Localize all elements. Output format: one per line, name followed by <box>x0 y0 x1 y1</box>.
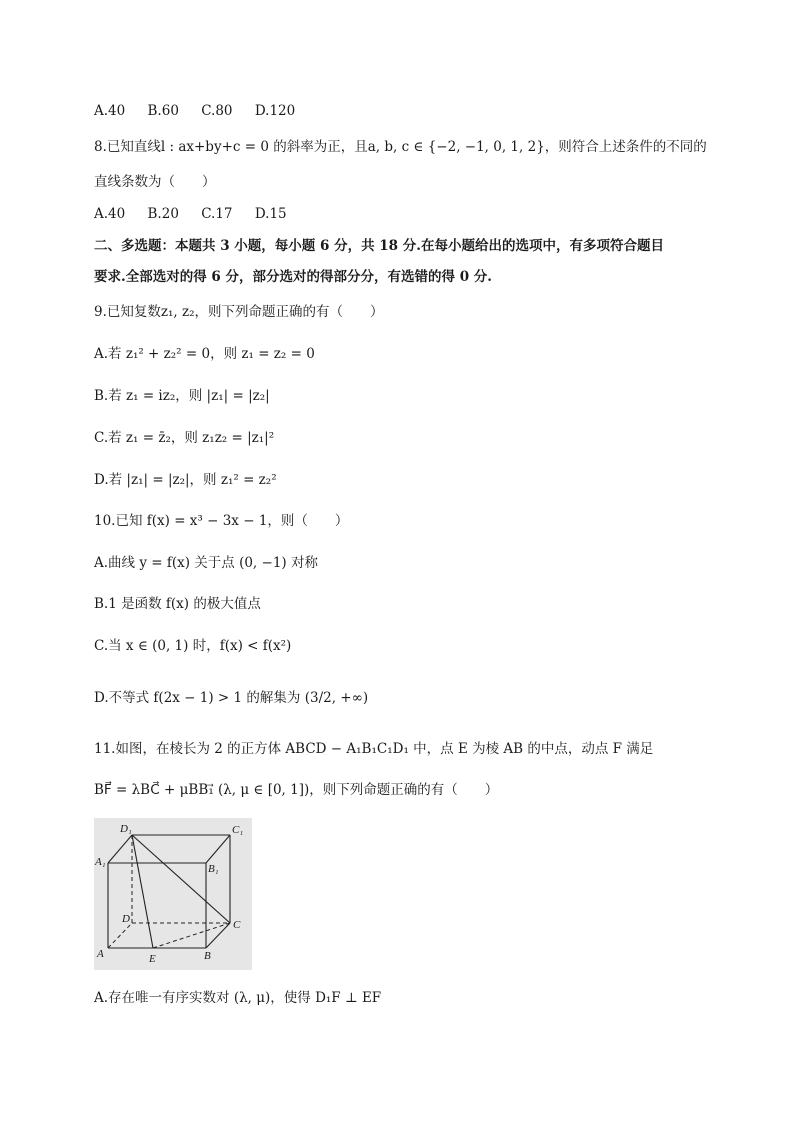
label-d: D <box>122 913 130 925</box>
label-b: B <box>204 950 211 962</box>
section2-instructions-line1: 二、多选题：本题共 3 小题，每小题 6 分，共 18 分.在每小题给出的选项中，有多项符合题目 <box>94 238 664 254</box>
q8-option-b: B.20 <box>147 206 179 222</box>
q7-option-a: A.40 <box>94 103 126 119</box>
label-c: C <box>233 919 241 931</box>
q8-option-d: D.15 <box>254 206 287 222</box>
q10-stem: 10.已知 f(x) = x³ − 3x − 1，则（ ） <box>94 513 349 529</box>
q8-options <box>94 204 305 224</box>
q11-stem-line1: 11.如图，在棱长为 2 的正方体 ABCD − A₁B₁C₁D₁ 中，点 E 为棱 AB 的中点，动点 F 满足 <box>94 741 654 757</box>
section2-instructions-line2: 要求.全部选对的得 6 分，部分选对的得部分分，有选错的得 0 分. <box>94 269 492 285</box>
q10-option-d: D.不等式 f(2x − 1) > 1 的解集为 (3/2, +∞) <box>94 690 369 706</box>
segment-d1e <box>132 835 153 948</box>
cube-diagram <box>94 818 252 970</box>
label-a: A <box>97 948 104 960</box>
q11-option-a: A.存在唯一有序实数对 (λ, μ)，使得 D₁F ⊥ EF <box>94 990 382 1006</box>
q8-stem-line2: 直线条数为（ ） <box>94 174 216 190</box>
label-a1: A₁ <box>95 856 106 868</box>
label-b1: B₁ <box>208 863 219 875</box>
q9-option-a: A.若 z₁² + z₂² = 0，则 z₁ = z₂ = 0 <box>94 346 315 362</box>
q11-stem-line2: BF⃗ = λBC⃗ + μBB₁⃗ (λ, μ ∈ [0, 1])，则下列命题正确的有（ ） <box>94 782 499 798</box>
q8-stem-line1: 8.已知直线l : ax+by+c = 0 的斜率为正，且a, b, c ∈ {−2, −1, 0, 1, 2}，则符合上述条件的不同的 <box>94 139 707 155</box>
label-c1: C₁ <box>232 824 244 836</box>
q10-option-a: A.曲线 y = f(x) 关于点 (0, −1) 对称 <box>94 555 318 571</box>
segment-d1c <box>132 835 230 923</box>
q9-option-b: B.若 z₁ = iz₂，则 |z₁| = |z₂| <box>94 388 270 404</box>
q8-option-a: A.40 <box>94 206 126 222</box>
q10-option-b: B.1 是函数 f(x) 的极大值点 <box>94 596 261 612</box>
q9-option-d: D.若 |z₁| = |z₂|，则 z₁² = z₂² <box>94 472 277 488</box>
q9-option-c: C.若 z₁ = z̄₂，则 z₁z₂ = |z₁|² <box>94 430 275 446</box>
q7-options <box>94 101 313 121</box>
label-e: E <box>149 953 156 965</box>
q9-stem: 9.已知复数z₁, z₂，则下列命题正确的有（ ） <box>94 304 384 320</box>
q10-option-c: C.当 x ∈ (0, 1) 时，f(x) < f(x²) <box>94 638 292 654</box>
edge-a1d1 <box>108 835 132 863</box>
cube-figure <box>94 818 252 970</box>
edge-bc <box>206 923 230 948</box>
edge-ad-hidden <box>108 923 132 948</box>
edge-b1c1 <box>206 835 230 863</box>
q7-option-b: B.60 <box>147 103 179 119</box>
q8-option-c: C.17 <box>201 206 233 222</box>
q7-option-c: C.80 <box>201 103 233 119</box>
label-d1: D₁ <box>120 823 132 835</box>
q7-option-d: D.120 <box>254 103 296 119</box>
